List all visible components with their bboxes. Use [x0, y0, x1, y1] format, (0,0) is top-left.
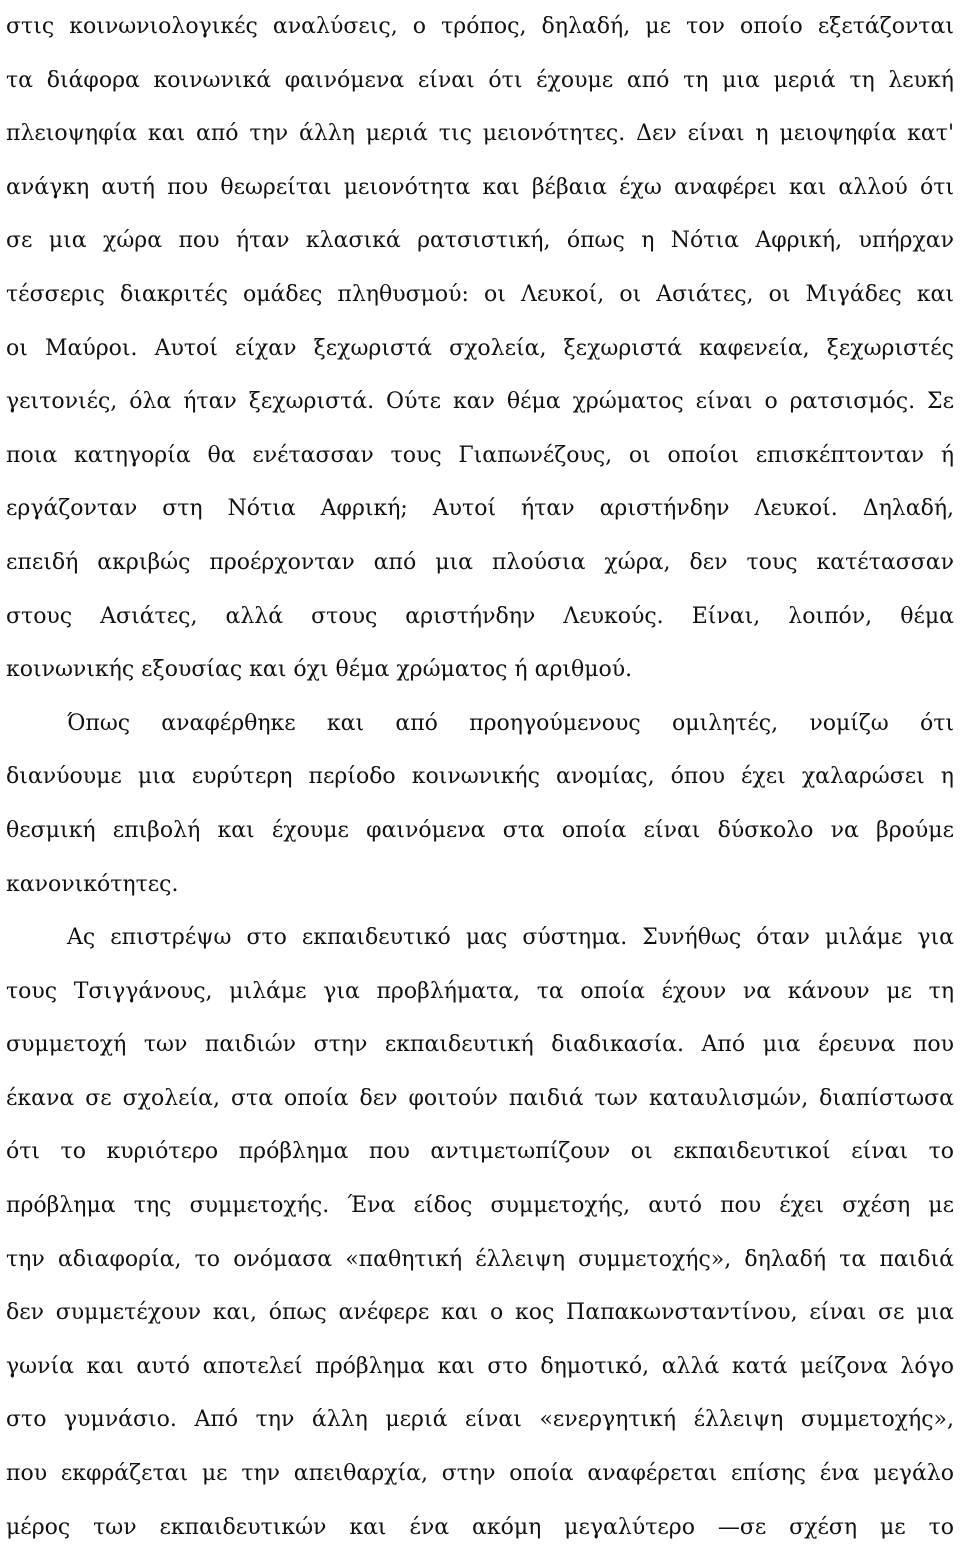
- text-line: θεσμική επιβολή και έχουμε φαινόμενα στα οποία είναι δύσκολο να βρούμε: [6, 817, 954, 843]
- text-line: γωνία και αυτό αποτελεί πρόβλημα και στο δημοτικό, αλλά κατά μείζονα λόγο: [6, 1353, 954, 1379]
- text-line: πλειοψηφία και από την άλλη μεριά τις μειονότητες. Δεν είναι η μειοψηφία κατ': [6, 121, 954, 147]
- text-line: έκανα σε σχολεία, στα οποία δεν φοιτούν παιδιά των καταυλισμών, διαπίστωσα: [6, 1085, 954, 1111]
- text-line: τα διάφορα κοινωνικά φαινόμενα είναι ότι έχουμε από τη μια μεριά τη λευκή: [6, 67, 954, 93]
- text-line: δεν συμμετέχουν και, όπως ανέφερε και ο κος Παπακωνσταντίνου, είναι σε μια: [6, 1300, 954, 1326]
- text-line: εργάζονταν στη Νότια Αφρική; Αυτοί ήταν αριστήνδην Λευκοί. Δηλαδή,: [6, 496, 954, 522]
- text-line: ανάγκη αυτή που θεωρείται μειονότητα και βέβαια έχω αναφέρει και αλλού ότι: [6, 174, 954, 200]
- text-line: τέσσερις διακριτές ομάδες πληθυσμού: οι Λευκοί, οι Ασιάτες, οι Μιγάδες και: [6, 281, 954, 307]
- text-line: στους Ασιάτες, αλλά στους αριστήνδην Λευκούς. Είναι, λοιπόν, θέμα: [6, 603, 954, 629]
- text-line: συμμετοχή των παιδιών στην εκπαιδευτική διαδικασία. Από μια έρευνα που: [6, 1032, 954, 1058]
- text-line: επειδή ακριβώς προέρχονταν από μια πλούσια χώρα, δεν τους κατέτασσαν: [6, 549, 954, 575]
- text-line: διανύουμε μια ευρύτερη περίοδο κοινωνικής ανομίας, όπου έχει χαλαρώσει η: [6, 764, 954, 790]
- text-line: γειτονιές, όλα ήταν ξεχωριστά. Ούτε καν θέμα χρώματος είναι ο ρατσισμός. Σε: [6, 389, 954, 415]
- text-line: πρόβλημα της συμμετοχής. Ένα είδος συμμετοχής, αυτό που έχει σχέση με: [6, 1193, 954, 1219]
- text-line: σε μια χώρα που ήταν κλασικά ρατσιστική, όπως η Νότια Αφρική, υπήρχαν: [6, 228, 954, 254]
- text-line: την αδιαφορία, το ονόμασα «παθητική έλλειψη συμμετοχής», δηλαδή τα παιδιά: [6, 1246, 954, 1272]
- text-line: ποια κατηγορία θα ενέτασσαν τους Γιαπωνέζους, οι οποίοι επισκέπτονταν ή: [6, 442, 954, 468]
- text-line: που εκφράζεται με την απειθαρχία, στην οποία αναφέρεται επίσης ένα μεγάλο: [6, 1461, 954, 1487]
- paragraph-last-line: κοινωνικής εξουσίας και όχι θέμα χρώματος ή αριθμού.: [6, 657, 633, 683]
- paragraph-first-line: Όπως αναφέρθηκε και από προηγούμενους ομιλητές, νομίζω ότι: [67, 710, 954, 736]
- paragraph-first-line: Ας επιστρέψω στο εκπαιδευτικό μας σύστημα. Συνήθως όταν μιλάμε για: [67, 925, 954, 951]
- text-line: οι Μαύροι. Αυτοί είχαν ξεχωριστά σχολεία, ξεχωριστά καφενεία, ξεχωριστές: [6, 335, 954, 361]
- text-line: τους Τσιγγάνους, μιλάμε για προβλήματα, τα οποία έχουν να κάνουν με τη: [6, 978, 954, 1004]
- text-line: μέρος των εκπαιδευτικών και ένα ακόμη μεγαλύτερο —σε σχέση με το: [6, 1514, 954, 1540]
- paragraph-last-line: κανονικότητες.: [6, 871, 179, 897]
- text-line: ότι το κυριότερο πρόβλημα που αντιμετωπίζουν οι εκπαιδευτικοί είναι το: [6, 1139, 954, 1165]
- text-line: στις κοινωνιολογικές αναλύσεις, ο τρόπος, δηλαδή, με τον οποίο εξετάζονται: [6, 14, 954, 39]
- text-line: στο γυμνάσιο. Από την άλλη μεριά είναι «ενεργητική έλλειψη συμμετοχής»,: [6, 1407, 954, 1433]
